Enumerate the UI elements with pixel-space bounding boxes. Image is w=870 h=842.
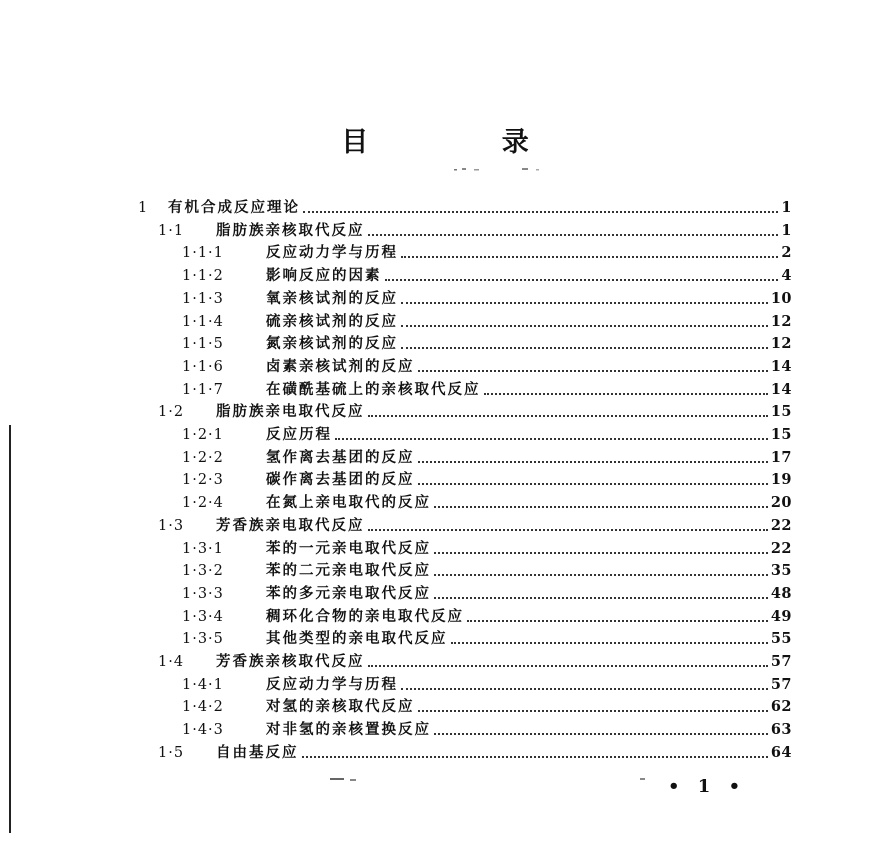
toc-entry-title: 反应动力学与历程 [266, 244, 398, 262]
dot-leader [401, 256, 778, 258]
toc-entry-title: 对氢的亲核取代反应 [266, 698, 415, 716]
toc-entry-number: 1·1 [158, 222, 185, 239]
toc-entry-page: 55 [770, 630, 792, 648]
toc-entry [158, 651, 792, 673]
dot-leader [302, 756, 768, 758]
toc-entry-number: 1·3·5 [182, 631, 224, 648]
toc-entry [182, 538, 792, 560]
toc-entry-number: 1·1·5 [182, 336, 224, 353]
dot-leader [368, 529, 768, 531]
toc-entry-number: 1·2·4 [182, 495, 224, 512]
toc-entry-number: 1·2·1 [182, 427, 224, 443]
toc-entry [182, 379, 792, 401]
toc-entry-page: 1 [781, 221, 792, 239]
dot-leader [335, 438, 768, 440]
toc-entry-title: 氢作离去基团的反应 [266, 448, 415, 466]
dot-leader [401, 302, 768, 304]
dot-leader [368, 665, 768, 667]
toc-entry-number: 1·1·7 [182, 381, 224, 398]
toc-entry-title: 在磺酰基硫上的亲核取代反应 [266, 380, 481, 398]
toc-entry-title: 稠环化合物的亲电取代反应 [266, 607, 464, 625]
toc-entry-page: 10 [770, 289, 792, 307]
toc-entry-page: 2 [781, 244, 792, 262]
dot-leader [418, 483, 768, 485]
toc-entry-number: 1·3·2 [182, 563, 224, 580]
toc-entry-title: 氮亲核试剂的反应 [266, 335, 398, 353]
toc-entry-page: 57 [770, 675, 792, 693]
toc-entry-number: 1·2 [158, 404, 185, 421]
toc-entry [182, 719, 792, 741]
toc-entry-number: 1·2·2 [182, 449, 224, 466]
scan-noise [452, 166, 552, 174]
toc-entry-title: 反应历程 [266, 426, 332, 443]
toc-entry [182, 356, 792, 378]
toc-entry-title: 硫亲核试剂的反应 [266, 312, 398, 330]
toc-entry [182, 333, 792, 355]
dot-leader [434, 506, 768, 508]
toc-entry-number: 1·4·2 [182, 699, 224, 716]
page-title: 目 录 [341, 127, 591, 158]
toc-entry-page: 15 [770, 426, 792, 443]
toc-entry-number: 1·3·1 [182, 540, 224, 557]
page-number: • 1 • [668, 776, 747, 797]
dot-leader [418, 461, 768, 463]
dot-leader [303, 211, 778, 213]
toc-entry-title: 对非氢的亲核置换反应 [266, 721, 431, 739]
dot-leader [401, 688, 768, 690]
toc-entry [182, 469, 792, 491]
toc-entry [182, 606, 792, 628]
toc-entry-title: 苯的一元亲电取代反应 [266, 539, 431, 557]
toc-entry-number: 1·1·1 [182, 245, 224, 262]
toc-entry-page: 57 [770, 653, 792, 670]
toc-entry-title: 芳香族亲电取代反应 [216, 516, 365, 534]
toc-entry-page: 48 [770, 584, 792, 602]
toc-entry [182, 696, 792, 718]
toc-entry-page: 12 [770, 335, 792, 353]
toc-entry-page: 12 [770, 312, 792, 330]
dot-leader [401, 347, 768, 349]
toc-entry-title: 脂肪族亲核取代反应 [216, 221, 365, 239]
toc-entry-page: 17 [770, 448, 792, 466]
toc-entry [158, 220, 792, 242]
toc-entry-page: 19 [770, 471, 792, 489]
toc-entry-page: 49 [770, 607, 792, 625]
toc-entry-page: 22 [770, 516, 792, 534]
toc-entry-title: 卤素亲核试剂的反应 [266, 357, 415, 375]
scan-noise-footer [330, 776, 670, 784]
dot-leader [434, 552, 768, 554]
dot-leader [451, 642, 768, 644]
toc-entry-number: 1·3 [158, 517, 185, 534]
toc-entry [182, 311, 792, 333]
toc-entry-number: 1·2·3 [182, 472, 224, 489]
dot-leader [434, 597, 768, 599]
dot-leader [385, 279, 779, 281]
toc-entry-number: 1·1·2 [182, 268, 224, 285]
toc-entry-number: 1·1·6 [182, 358, 224, 375]
toc-entry-title: 自由基反应 [216, 743, 299, 761]
dot-leader [467, 620, 768, 622]
toc-entry-page: 62 [770, 698, 792, 716]
toc-entry-page: 64 [770, 743, 792, 761]
toc-entry-page: 1 [781, 199, 792, 216]
toc-entry [182, 265, 792, 287]
toc-entry-title: 其他类型的亲电取代反应 [266, 630, 448, 648]
dot-leader [434, 574, 768, 576]
dot-leader [368, 415, 768, 417]
toc-entry [182, 447, 792, 469]
toc-entry [182, 560, 792, 582]
toc-entry [182, 583, 792, 605]
toc-entry-page: 63 [770, 721, 792, 739]
toc-entry-page: 15 [770, 403, 792, 421]
toc-entry-title: 苯的多元亲电取代反应 [266, 584, 431, 602]
toc-entry-number: 1·4·3 [182, 722, 224, 739]
toc-entry [182, 424, 792, 446]
toc-entry-number: 1·1·4 [182, 313, 224, 330]
toc-entry-page: 14 [770, 357, 792, 375]
toc-entry [182, 288, 792, 310]
dot-leader [418, 370, 768, 372]
toc-entry-title: 影响反应的因素 [266, 267, 382, 285]
toc-entry-page: 4 [781, 267, 792, 285]
toc-entry-number: 1·4 [158, 654, 185, 670]
toc-entry [182, 492, 792, 514]
toc-entry-number: 1·3·4 [182, 608, 224, 625]
dot-leader [418, 710, 768, 712]
toc-entry-title: 芳香族亲核取代反应 [216, 653, 365, 670]
toc-entry-title: 碳作离去基团的反应 [266, 471, 415, 489]
toc-entry-page: 35 [770, 562, 792, 580]
dot-leader [401, 325, 768, 327]
toc-entry-page: 22 [770, 539, 792, 557]
dot-leader [484, 393, 768, 395]
toc-entry-page: 20 [770, 494, 792, 512]
toc-entry-number: 1 [138, 200, 149, 216]
toc-entry-title: 有机合成反应理论 [168, 199, 300, 216]
dot-leader [434, 733, 768, 735]
toc-entry-title: 反应动力学与历程 [266, 675, 398, 693]
toc-entry-title: 在氮上亲电取代的反应 [266, 494, 431, 512]
toc-entry-number: 1·3·3 [182, 585, 224, 602]
toc-entry [182, 242, 792, 264]
toc-entry-title: 苯的二元亲电取代反应 [266, 562, 431, 580]
toc-entry-number: 1·4·1 [182, 676, 224, 693]
dot-leader [368, 234, 779, 236]
toc-entry-title: 脂肪族亲电取代反应 [216, 403, 365, 421]
toc-entry [182, 628, 792, 650]
toc-entry-number: 1·5 [158, 744, 185, 761]
toc-entry [182, 674, 792, 696]
toc-entry [158, 742, 792, 764]
toc-entry-page: 14 [770, 380, 792, 398]
toc-entry-title: 氧亲核试剂的反应 [266, 289, 398, 307]
toc-entry [158, 515, 792, 537]
toc-entry-number: 1·1·3 [182, 290, 224, 307]
toc-entry [158, 401, 792, 423]
toc-entry [138, 197, 792, 219]
scan-edge-line [9, 425, 11, 833]
